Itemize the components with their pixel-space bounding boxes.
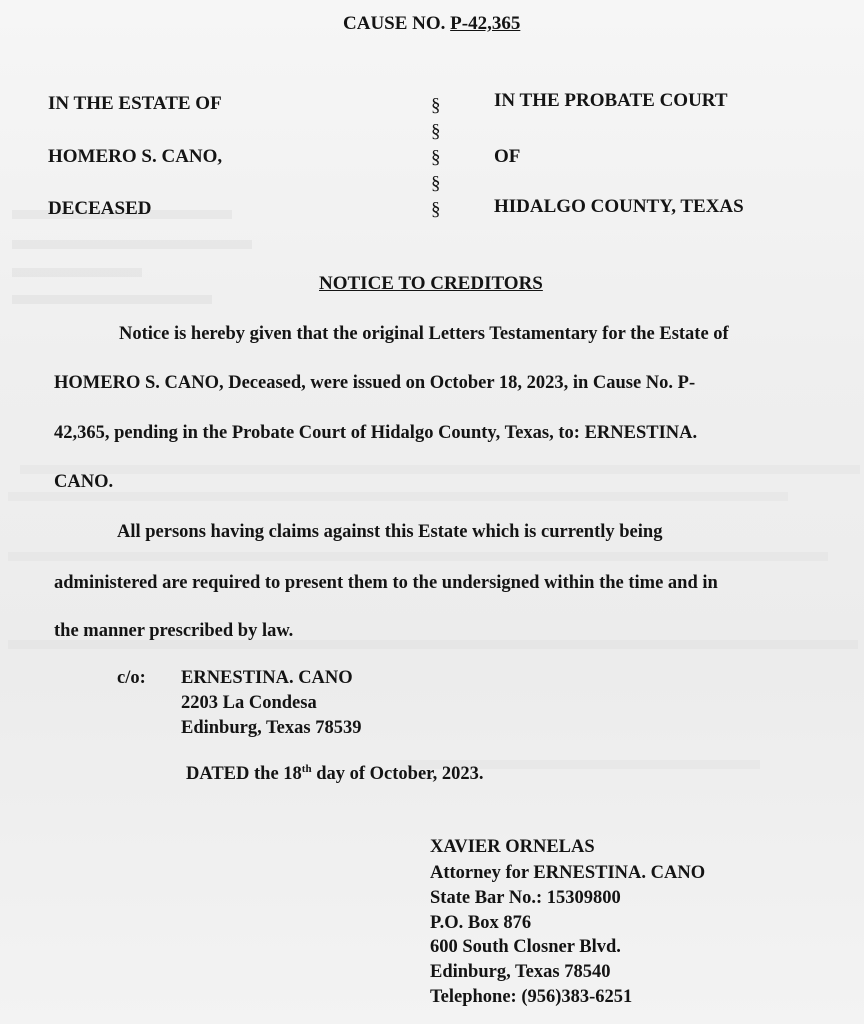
- caption-right-2: OF: [494, 146, 521, 167]
- paragraph1-line: Notice is hereby given that the original Letters Testamentary for the Estate of: [119, 324, 729, 344]
- cause-label: CAUSE NO.: [343, 13, 451, 34]
- dated-line: [186, 764, 484, 785]
- caption-left-2: HOMERO S. CANO,: [48, 146, 223, 167]
- po-box: P.O. Box 876: [430, 913, 532, 933]
- section-symbol: §: [431, 173, 441, 194]
- notice-title: NOTICE TO CREDITORS: [319, 273, 543, 294]
- section-symbol: §: [431, 199, 441, 220]
- cause-number: P-42,365: [450, 13, 521, 34]
- city-state-zip: Edinburg, Texas 78540: [430, 962, 611, 982]
- section-symbol: §: [431, 95, 441, 116]
- attorney-role: Attorney for ERNESTINA. CANO: [430, 863, 706, 883]
- attorney-name: XAVIER ORNELAS: [430, 837, 595, 857]
- caption-left-3: DECEASED: [48, 198, 152, 219]
- dated-prefix: DATED the 18: [186, 764, 302, 784]
- care-of-label: c/o:: [117, 668, 146, 688]
- street-address: 600 South Closner Blvd.: [430, 937, 621, 957]
- paragraph2-line: All persons having claims against this Estate which is currently being: [117, 522, 663, 542]
- caption-left-1: IN THE ESTATE OF: [48, 93, 222, 114]
- bleed-through-texture: [0, 200, 864, 900]
- caption-right-1: IN THE PROBATE COURT: [494, 90, 728, 111]
- care-of-street: 2203 La Condesa: [181, 693, 317, 713]
- paragraph1-line: HOMERO S. CANO, Deceased, were issued on October 18, 2023, in Cause No. P-: [54, 373, 696, 393]
- section-symbol: §: [431, 121, 441, 142]
- care-of-name: ERNESTINA. CANO: [181, 668, 353, 688]
- state-bar-number: State Bar No.: 15309800: [430, 888, 621, 908]
- cause-number-line: [343, 13, 520, 35]
- caption-right-3: HIDALGO COUNTY, TEXAS: [494, 196, 744, 217]
- care-of-city: Edinburg, Texas 78539: [181, 718, 362, 738]
- dated-rest: day of October, 2023.: [311, 764, 484, 784]
- dated-ordinal: th: [301, 762, 312, 775]
- section-symbol: §: [431, 147, 441, 168]
- paragraph1-line: CANO.: [54, 472, 114, 492]
- telephone: Telephone: (956)383-6251: [430, 987, 633, 1007]
- paragraph1-line: 42,365, pending in the Probate Court of Hidalgo County, Texas, to: ERNESTINA.: [54, 423, 698, 443]
- paragraph2-line: administered are required to present them to the undersigned within the time and in: [54, 573, 718, 593]
- paragraph2-line: the manner prescribed by law.: [54, 621, 294, 641]
